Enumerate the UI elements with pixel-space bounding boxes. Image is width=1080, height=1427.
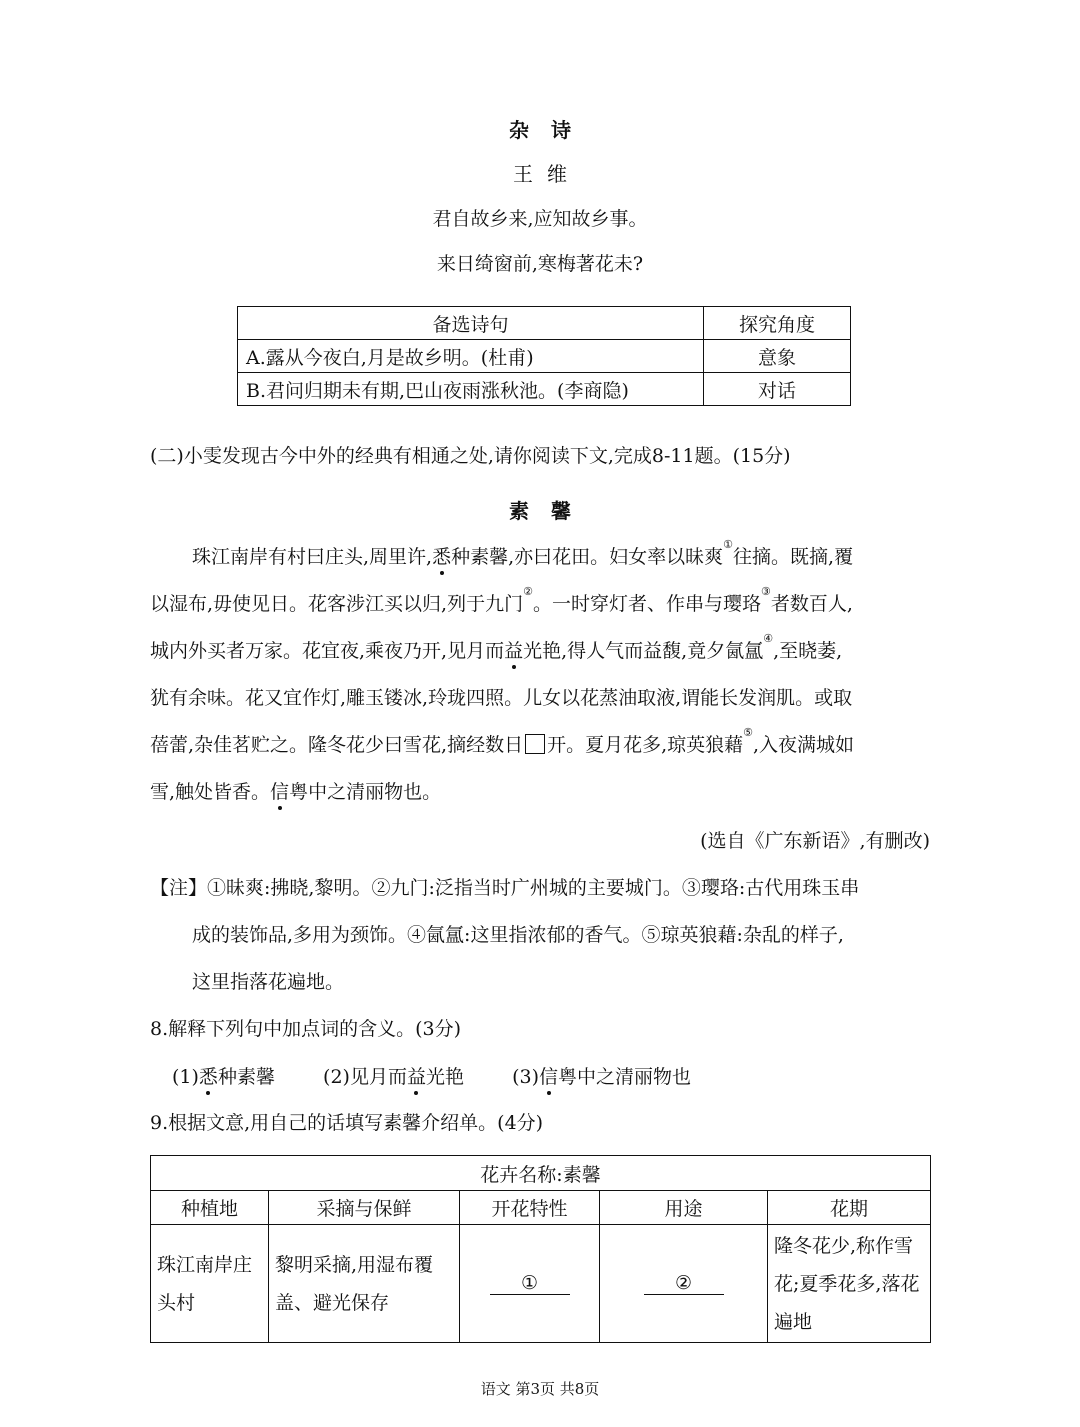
passage-line-5: 蓓蕾,杂佳茗贮之。隆冬花少曰雪花,摘经数日 开。夏月花多,琼英狼藉⑤,入夜满城如 [150, 726, 855, 756]
header-place: 种植地 [151, 1191, 269, 1225]
verse-cell: A.露从今夜白,月是故乡明。(杜甫) [238, 340, 704, 373]
passage-line-4: 犹有余味。花又宜作灯,雕玉镂冰,玲珑四照。儿女以花蒸油取液,谓能长发润肌。或取 [150, 687, 853, 709]
q8-item-1: (1)悉种素馨 [172, 1066, 275, 1088]
answer-blank-2[interactable]: ② [644, 1272, 724, 1295]
header-period: 花期 [768, 1191, 931, 1225]
answer-blank-1[interactable]: ① [490, 1272, 570, 1295]
header-feature: 开花特性 [460, 1191, 600, 1225]
footnote-mark: ④ [763, 632, 774, 645]
dotted-char: 信 [270, 781, 290, 803]
q8-item-2: (2)见月而益光艳 [323, 1066, 464, 1088]
table-header-row [238, 307, 851, 340]
question-8-items [172, 1062, 691, 1089]
blank-box [525, 734, 545, 754]
flower-info-table [150, 1155, 931, 1343]
header-angle: 探究角度 [704, 307, 851, 340]
header-picking: 采摘与保鲜 [269, 1191, 460, 1225]
passage-source: (选自《广东新语》,有删改) [700, 830, 930, 852]
question-8-stem: 8.解释下列句中加点词的含义。(3分) [150, 1018, 462, 1040]
passage-title: 素馨 [509, 499, 593, 523]
poem-author: 王维 [513, 162, 581, 186]
dotted-char: 悉 [432, 546, 452, 568]
notes-line-3: 这里指落花遍地。 [192, 971, 345, 993]
poem-line-2: 来日绮窗前,寒梅著花未? [436, 253, 644, 275]
table-row [151, 1225, 931, 1343]
header-use: 用途 [600, 1191, 768, 1225]
flower-name-caption: 花卉名称:素馨 [151, 1156, 931, 1191]
passage-line-2: 以湿布,毋使见日。花客涉江买以归,列于九门②。一时穿灯者、作串与璎珞③者数百人, [150, 585, 853, 615]
notes-line-1: 【注】①昧爽:拂晓,黎明。②九门:泛指当时广州城的主要城门。③璎珞:古代用珠玉串 [150, 877, 860, 899]
footnote-mark: ② [523, 585, 533, 598]
candidate-verses-table [237, 306, 851, 406]
table-caption-row [151, 1156, 931, 1191]
table-row [238, 373, 851, 406]
table-row [238, 340, 851, 373]
passage-line-3: 城内外买者万家。花宜夜,乘夜乃开,见月而益光艳,得人气而益馥,竟夕氤氲④,至晓萎, [150, 632, 843, 662]
passage-line-1: 珠江南岸有村曰庄头,周里许,悉种素馨,亦曰花田。妇女率以昧爽①往摘。既摘,覆 [192, 538, 854, 568]
q8-item-3: (3)信粤中之清丽物也 [512, 1066, 692, 1088]
period-cell: 隆冬花少,称作雪花;夏季花多,落花遍地 [768, 1225, 931, 1343]
page-footer: 语文 第3页 共8页 [480, 1380, 600, 1398]
question-9-stem: 9.根据文意,用自己的话填写素馨介绍单。(4分) [150, 1112, 544, 1134]
angle-cell: 意象 [704, 340, 851, 373]
angle-cell: 对话 [704, 373, 851, 406]
poem-title: 杂诗 [509, 118, 593, 142]
poem-line-1: 君自故乡来,应知故乡事。 [432, 208, 648, 230]
footnote-mark: ⑤ [743, 726, 754, 739]
footnote-mark: ① [723, 538, 734, 551]
passage-line-6: 雪,触处皆香。信粤中之清丽物也。 [150, 781, 442, 803]
feature-cell[interactable] [460, 1225, 600, 1343]
table-header-row [151, 1191, 931, 1225]
use-cell[interactable] [600, 1225, 768, 1343]
notes-line-2: 成的装饰品,多用为颈饰。④氤氲:这里指浓郁的香气。⑤琼英狼藉:杂乱的样子, [192, 924, 844, 946]
header-verse: 备选诗句 [238, 307, 704, 340]
section-intro: (二)小雯发现古今中外的经典有相通之处,请你阅读下文,完成8-11题。(15分) [150, 445, 791, 467]
dotted-char: 益 [504, 640, 524, 662]
place-cell: 珠江南岸庄头村 [151, 1225, 269, 1343]
footnote-mark: ③ [760, 585, 771, 598]
picking-cell: 黎明采摘,用湿布覆盖、避光保存 [269, 1225, 460, 1343]
verse-cell: B.君问归期未有期,巴山夜雨涨秋池。(李商隐) [238, 373, 704, 406]
